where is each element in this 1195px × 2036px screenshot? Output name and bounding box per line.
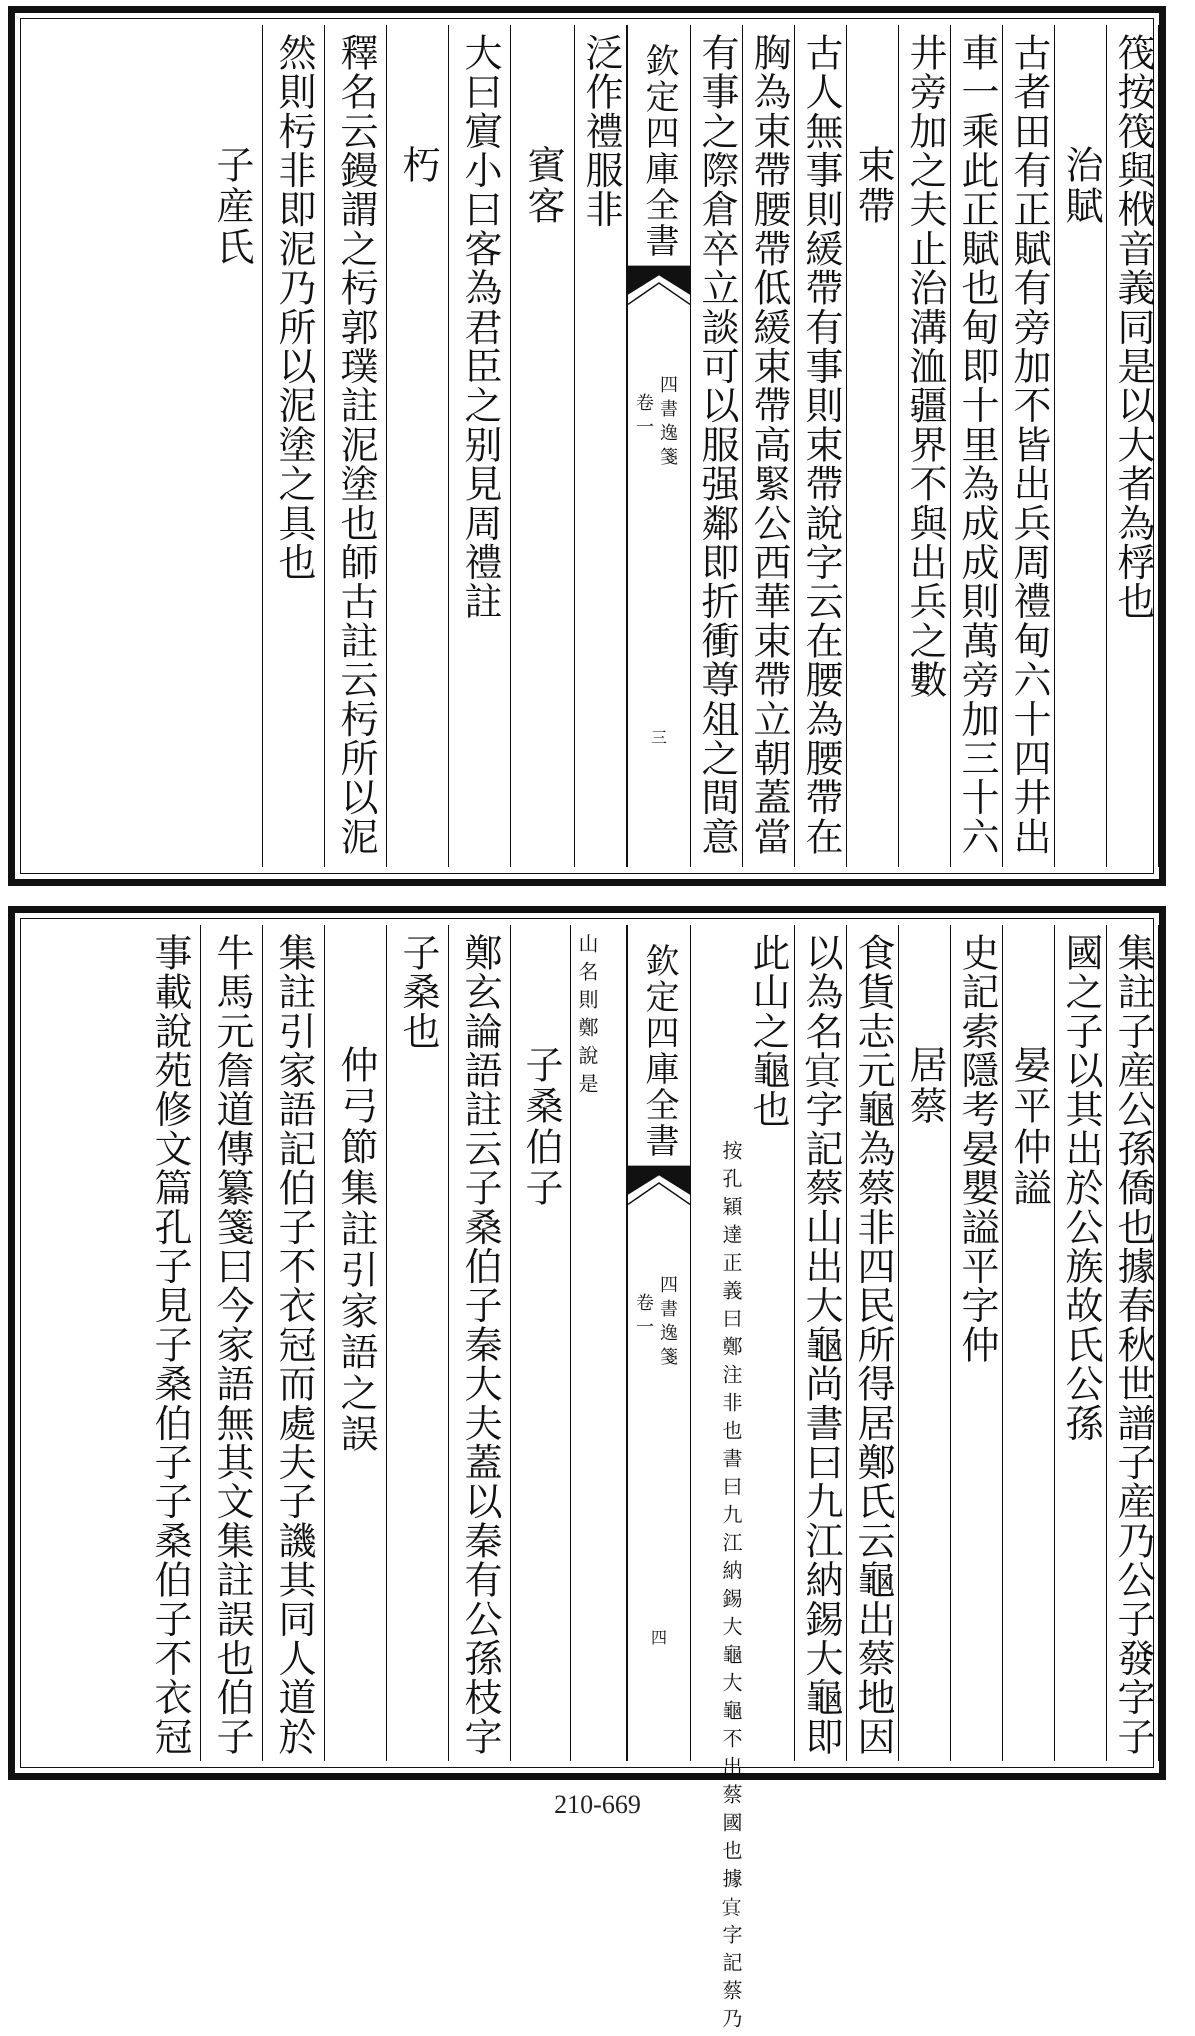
text-column <box>951 25 1003 867</box>
text-column <box>263 25 325 867</box>
text-column <box>1107 25 1159 867</box>
column-text: 史記索隱考晏嬰謚平字仲 <box>955 933 999 1365</box>
column-text: 牛馬元詹道傳纂箋曰今家語無其文集註誤也伯子 <box>210 933 254 1757</box>
text-column <box>795 25 847 867</box>
column-text: 集註引家語記伯子不衣冠而處夫子譏其同人道於 <box>272 933 316 1757</box>
center-banner <box>627 25 691 867</box>
text-column <box>449 925 511 1761</box>
banner-book-title: 四書逸箋 <box>657 1275 678 1371</box>
center-banner <box>627 925 691 1761</box>
catalog-number: 210-669 <box>554 1790 641 1819</box>
column-text: 集註子産公孫僑也據春秋世譜子産乃公子發字子 <box>1111 933 1155 1757</box>
column-text: 鄭玄論語註云子桑伯子秦大夫蓋以秦有公孫枝字 <box>458 933 502 1757</box>
text-column <box>449 25 511 867</box>
text-column <box>1107 925 1159 1761</box>
text-column <box>387 25 449 867</box>
text-column <box>691 25 743 867</box>
banner-title: 欽定四庫全書 <box>639 943 679 1159</box>
section-heading: 治賦 <box>1059 145 1103 227</box>
text-column <box>1055 25 1107 867</box>
text-column <box>325 925 387 1761</box>
column-text: 有事之際倉卒立談可以服强鄰即折衝尊俎之間意 <box>695 33 739 857</box>
top-page <box>8 6 1166 886</box>
blank-column <box>27 925 139 1761</box>
column-text: 泛作禮服非 <box>579 33 623 229</box>
fish-tail-ornament <box>628 1165 690 1205</box>
text-column <box>571 925 627 1761</box>
banner-title: 欽定四庫全書 <box>639 43 679 259</box>
text-column <box>511 25 575 867</box>
column-text: 胸為束帶腰帶低緩束帶高緊公西華束帶立朝蓋當 <box>747 33 791 857</box>
column-text: 事載說苑修文篇孔子見子桑伯子子桑伯子不衣冠 <box>148 933 192 1757</box>
column-text: 國之子以其出於公族故氏公孫 <box>1059 933 1103 1443</box>
text-column <box>899 925 951 1761</box>
text-column <box>1055 925 1107 1761</box>
section-heading: 束帶 <box>851 145 895 227</box>
column-text: 子桑也 <box>396 933 440 1051</box>
section-heading: 晏平仲謚 <box>1007 1045 1051 1209</box>
text-column <box>951 925 1003 1761</box>
section-heading: 子桑伯子 <box>519 1045 563 1209</box>
text-column <box>691 925 795 2036</box>
text-column <box>743 25 795 867</box>
column-text: 以為名𡨋字記蔡山出大龜尚書曰九江納錫大龜即 <box>799 933 843 1757</box>
column-text: 食貨志元龜為蔡非四民所得居鄭氏云龜出蔡地因 <box>851 933 895 1757</box>
text-column <box>795 925 847 1761</box>
column-text: 古者田有正賦有旁加不皆出兵周禮甸六十四井出 <box>1007 33 1051 857</box>
text-column <box>847 25 899 867</box>
page-number: 三 <box>650 728 668 747</box>
text-column <box>575 25 627 867</box>
text-column <box>1003 925 1055 1761</box>
text-column <box>847 925 899 1761</box>
text-column <box>139 925 201 1761</box>
commentary-note: 按孔穎達正義曰鄭注非也書曰九江納錫大龜大龜不出蔡國也據𡨋字記蔡乃 <box>719 1140 743 2036</box>
text-column <box>201 25 263 867</box>
banner-book-title: 四書逸箋 <box>657 375 678 471</box>
column-text: 古人無事則緩帶有事則束帶說字云在腰為腰帶在 <box>799 33 843 857</box>
text-column <box>1003 25 1055 867</box>
text-column <box>387 925 449 1761</box>
section-heading: 仲弓節集註引家語之誤 <box>334 1045 378 1455</box>
section-heading: 朽 <box>396 145 440 186</box>
column-text: 大曰賔小曰客為君臣之别見周禮註 <box>458 33 502 621</box>
column-text: 井旁加之夫止治溝洫疆界不與出兵之數 <box>903 33 947 700</box>
text-column <box>511 925 571 1761</box>
section-heading: 居蔡 <box>903 1045 947 1127</box>
text-column <box>201 925 263 1761</box>
text-column <box>263 925 325 1761</box>
column-text: 釋名云鏝謂之杇郭璞註泥塗也師古註云杇所以泥 <box>334 33 378 857</box>
text-column <box>899 25 951 867</box>
blank-column <box>27 25 201 867</box>
section-heading: 子産氏 <box>210 145 254 268</box>
text-column <box>325 25 387 867</box>
column-text: 然則杇非即泥乃所以泥塗之具也 <box>272 33 316 582</box>
page-number: 四 <box>650 1628 668 1647</box>
fish-tail-ornament <box>628 265 690 305</box>
section-heading: 賓客 <box>521 145 565 227</box>
column-text: 筏按筏與栰音義同是以大者為桴也 <box>1111 33 1155 621</box>
column-text: 此山之龜也 <box>746 933 790 1129</box>
banner-volume: 卷一 <box>633 393 654 441</box>
column-text: 車一乘此正賦也甸即十里為成成則萬旁加三十六 <box>955 33 999 857</box>
commentary-note: 山名則鄭說是 <box>575 933 599 1101</box>
banner-volume: 卷一 <box>633 1293 654 1341</box>
